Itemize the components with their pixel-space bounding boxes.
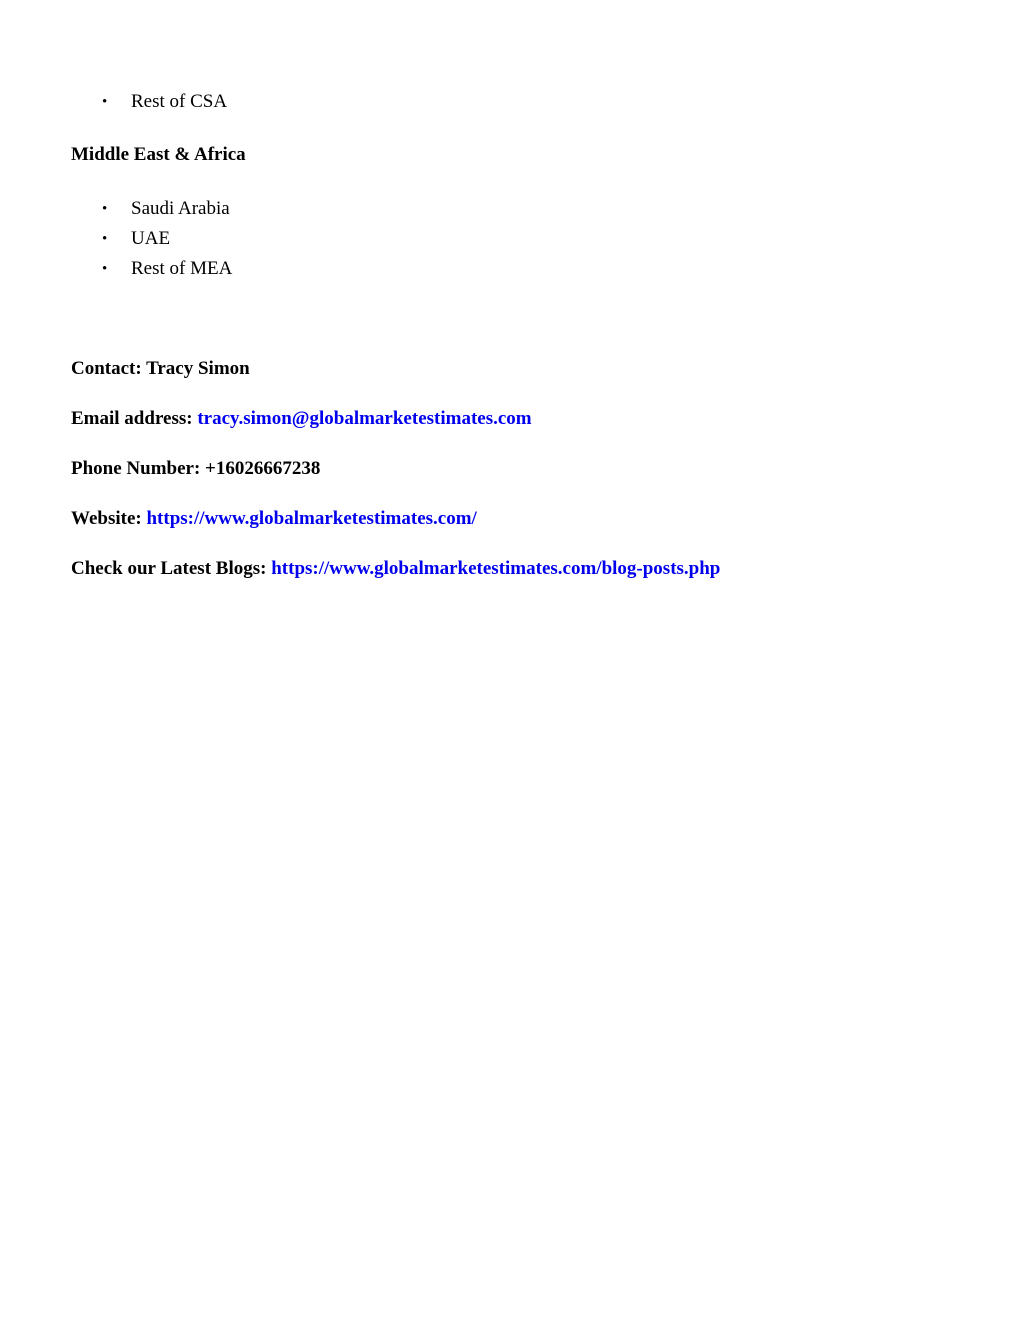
website-label: Website:: [71, 508, 147, 529]
list-item-text: Saudi Arabia: [131, 198, 230, 219]
list-item-text: Rest of CSA: [131, 91, 228, 112]
email-link[interactable]: tracy.simon@globalmarketestimates.com: [197, 408, 532, 429]
bullet-icon: •: [102, 261, 108, 277]
email-label: Email address:: [71, 408, 198, 429]
blogs-link[interactable]: https://www.globalmarketestimates.com/blog-posts.php: [271, 558, 721, 579]
bullet-icon: •: [102, 94, 108, 110]
phone-line: Phone Number: +16026667238: [71, 458, 321, 479]
email-line: [71, 407, 532, 431]
blogs-line: [71, 557, 720, 581]
list-item-text: Rest of MEA: [131, 258, 233, 279]
bullet-icon: •: [102, 231, 108, 247]
list-item-text: UAE: [131, 228, 171, 249]
bullet-icon: •: [102, 201, 108, 217]
website-line: [71, 507, 477, 531]
section-heading-middle-east-africa: Middle East & Africa: [71, 144, 246, 165]
website-link[interactable]: https://www.globalmarketestimates.com/: [146, 508, 477, 529]
blogs-label: Check our Latest Blogs:: [71, 558, 272, 579]
contact-name-line: Contact: Tracy Simon: [71, 358, 250, 379]
